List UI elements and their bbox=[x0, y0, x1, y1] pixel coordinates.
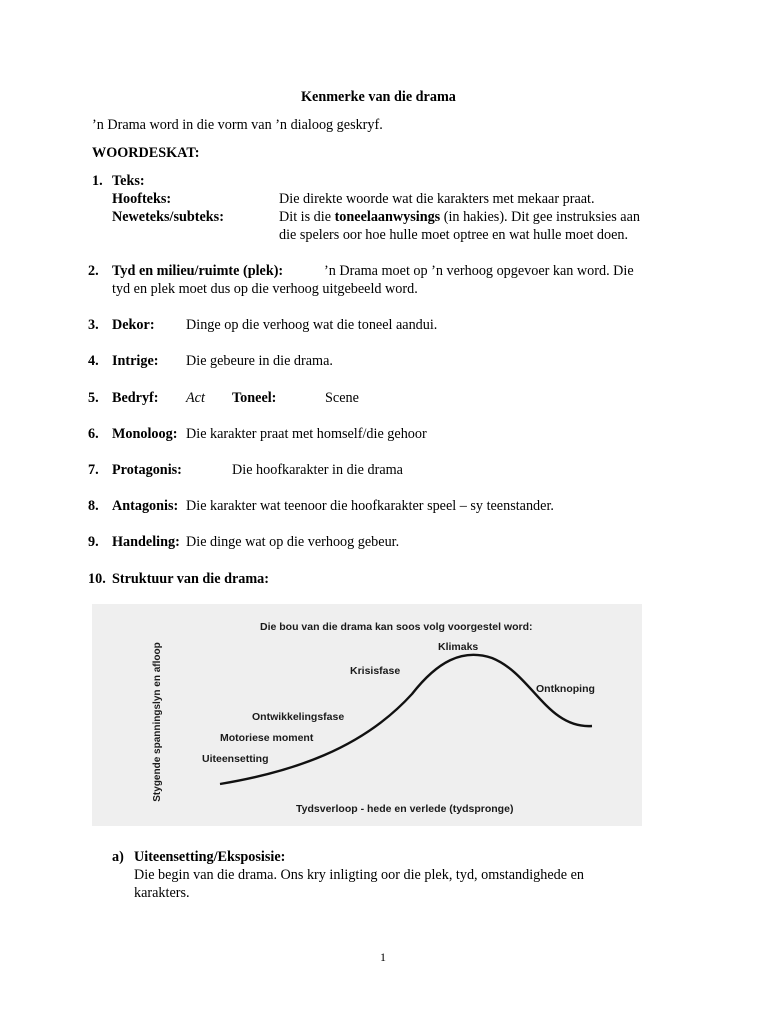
item-number: 1. bbox=[92, 173, 103, 189]
item-definition: Die direkte woorde wat die karakters met mekaar praat. bbox=[279, 191, 595, 207]
subitem-term: Uiteensetting/Eksposisie: bbox=[134, 849, 286, 865]
item-term: Toneel: bbox=[232, 390, 277, 406]
item-definition: Die karakter wat teenoor die hoofkarakter speel – sy teenstander. bbox=[186, 498, 554, 514]
item-definition: ’n Drama moet op ’n verhoog opgevoer kan word. Die bbox=[324, 263, 634, 279]
page-title: Kenmerke van die drama bbox=[301, 89, 456, 105]
item-number: 2. bbox=[88, 263, 99, 279]
item-number: 3. bbox=[88, 317, 99, 333]
item-number: 6. bbox=[88, 426, 99, 442]
stage-label-motoriese-moment: Motoriese moment bbox=[220, 732, 314, 744]
item-definition: Die gebeure in die drama. bbox=[186, 353, 333, 369]
item-term: Hoofteks: bbox=[112, 191, 172, 207]
item-number: 4. bbox=[88, 353, 99, 369]
item-term: Handeling: bbox=[112, 534, 180, 550]
item-term: Teks: bbox=[112, 173, 145, 189]
item-definition: Act bbox=[186, 390, 205, 406]
item-term: Bedryf: bbox=[112, 390, 159, 406]
drama-structure-diagram bbox=[92, 604, 642, 826]
diagram-y-label: Stygende spanningslyn en afloop bbox=[152, 642, 163, 802]
item-term: Antagonis: bbox=[112, 498, 179, 514]
item-term: Protagonis: bbox=[112, 462, 182, 478]
item-number: 10. bbox=[88, 571, 106, 587]
stage-label-uiteensetting: Uiteensetting bbox=[202, 753, 269, 765]
item-number: 8. bbox=[88, 498, 99, 514]
vocab-heading: WOORDESKAT: bbox=[92, 145, 200, 161]
definition-part: Dit is die bbox=[279, 209, 335, 225]
definition-bold: toneelaanwysings bbox=[334, 209, 441, 225]
diagram-title: Die bou van die drama kan soos volg voorgestel word: bbox=[260, 621, 533, 633]
item-definition: Die hoofkarakter in die drama bbox=[232, 462, 403, 478]
item-definition: Dinge op die verhoog wat die toneel aandui. bbox=[186, 317, 438, 333]
item-term: Dekor: bbox=[112, 317, 155, 333]
page-number: 1 bbox=[380, 950, 386, 964]
definition-part: (in hakies). Dit gee instruksies aan bbox=[440, 209, 640, 225]
stage-label-klimaks: Klimaks bbox=[438, 641, 479, 653]
stage-label-ontknoping: Ontknoping bbox=[536, 683, 595, 695]
item-term: Intrige: bbox=[112, 353, 159, 369]
item-term: Monoloog: bbox=[112, 426, 178, 442]
item-definition: Scene bbox=[325, 390, 359, 406]
subitem-number: a) bbox=[112, 849, 124, 865]
intro-text: ’n Drama word in die vorm van ’n dialoog geskryf. bbox=[92, 117, 383, 133]
item-term: Struktuur van die drama: bbox=[112, 571, 270, 587]
diagram-x-label: Tydsverloop - hede en verlede (tydspronge) bbox=[296, 803, 514, 815]
item-number: 9. bbox=[88, 534, 99, 550]
item-definition: Die karakter praat met homself/die gehoor bbox=[186, 426, 427, 442]
item-definition: tyd en plek moet dus op die verhoog uitgebeeld word. bbox=[112, 281, 418, 297]
item-number: 7. bbox=[88, 462, 99, 478]
stage-label-krisisfase: Krisisfase bbox=[350, 665, 401, 677]
item-number: 5. bbox=[88, 390, 99, 406]
stage-label-ontwikkelingsfase: Ontwikkelingsfase bbox=[252, 711, 345, 723]
diagram-background bbox=[92, 604, 642, 826]
item-definition: die spelers oor hoe hulle moet optree en wat hulle moet doen. bbox=[279, 227, 629, 243]
subitem-definition: Die begin van die drama. Ons kry inligting oor die plek, tyd, omstandighede en bbox=[134, 867, 584, 883]
item-term: Tyd en milieu/ruimte (plek): bbox=[112, 263, 284, 279]
item-definition: Die dinge wat op die verhoog gebeur. bbox=[186, 534, 400, 550]
item-definition bbox=[279, 208, 640, 226]
subitem-definition: karakters. bbox=[134, 885, 190, 901]
item-term: Neweteks/subteks: bbox=[112, 209, 224, 225]
